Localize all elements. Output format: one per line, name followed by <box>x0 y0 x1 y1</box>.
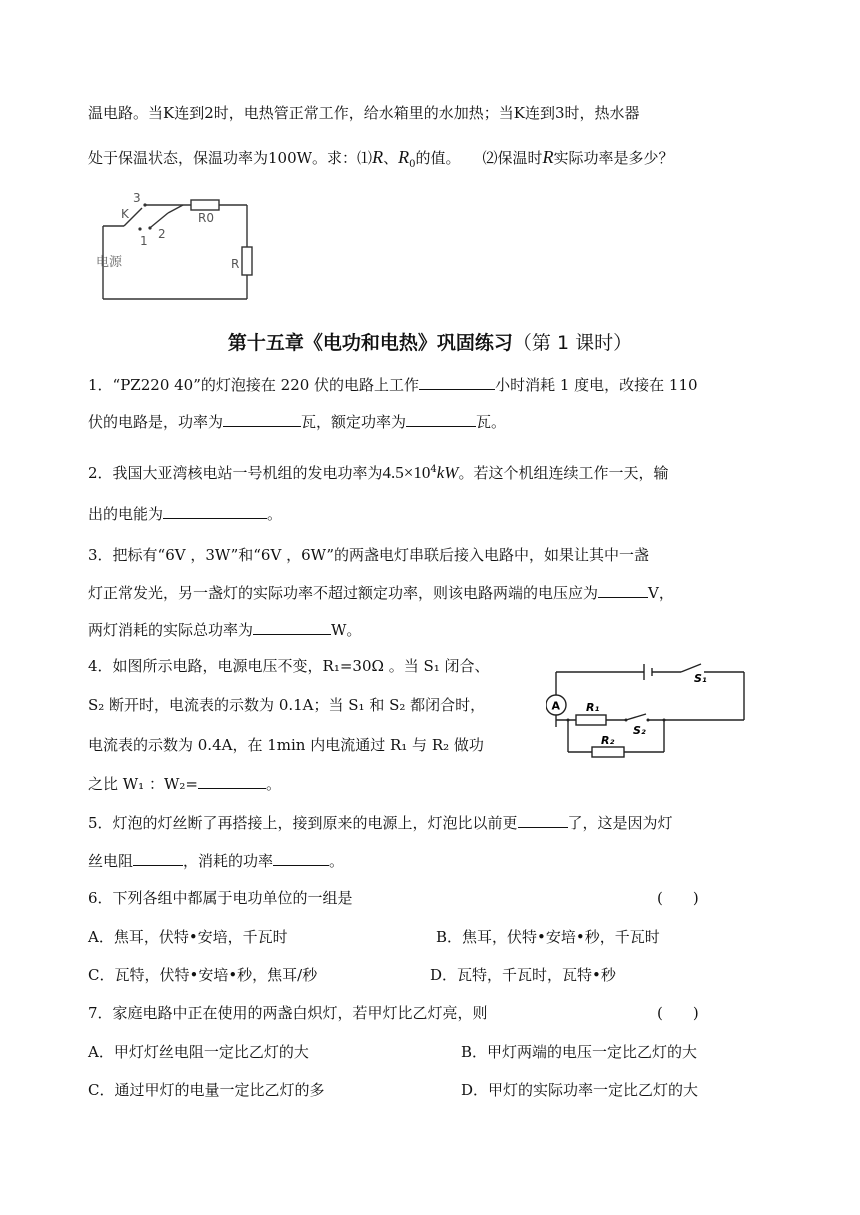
q6-option-a: A．焦耳，伏特•安培，千瓦时 <box>88 928 288 946</box>
label-r0: R0 <box>198 211 214 225</box>
q1-line-2: 伏的电路是，功率为 瓦，额定功率为 瓦。 <box>88 413 507 431</box>
q2-line-2: 出的电能为 。 <box>88 505 283 523</box>
label-s2: S₂ <box>633 724 646 737</box>
label-s1: S₁ <box>694 672 707 685</box>
q7-option-a: A．甲灯灯丝电阻一定比乙灯的大 <box>88 1043 309 1061</box>
q6-option-d: D．瓦特，千瓦时，瓦特•秒 <box>430 966 616 984</box>
q5-line-2: 丝电阻 ，消耗的功率 。 <box>88 852 345 870</box>
q3-line-2: 灯正常发光，另一盏灯的实际功率不超过额定功率，则该电路两端的电压应为 V， <box>88 584 674 602</box>
label-3: 3 <box>133 191 141 205</box>
prev-problem-line-2: 处于保温状态，保温功率为100W。求：⑴R、$R_0$的值。 ⑵保温时R实际功率是多少？ <box>88 147 674 170</box>
q7-stem: 7．家庭电路中正在使用的两盏白炽灯，若甲灯比乙灯亮，则 <box>88 1004 488 1022</box>
prev-problem-line-1: 温电路。当K连到2时，电热管正常工作，给水箱里的水加热；当K连到3时，热水器 <box>88 104 640 122</box>
q3-line-1: 3．把标有“6V ，3W”和“6V ，6W”的两盏电灯串联后接入电路中，如果让其中一盏 <box>88 546 649 564</box>
symbol-r0: R <box>398 147 410 167</box>
q7-option-b: B．甲灯两端的电压一定比乙灯的大 <box>461 1043 698 1061</box>
label-power-source: 电源 <box>96 255 123 270</box>
label-r1: R₁ <box>586 701 600 714</box>
label-r2: R₂ <box>601 734 615 747</box>
q5-line-1: 5．灯泡的灯丝断了再搭接上，接到原来的电源上，灯泡比以前更 了，这是因为灯 <box>88 814 673 832</box>
q7-option-c: C．通过甲灯的电量一定比乙灯的多 <box>88 1081 325 1099</box>
q4-line-2: S₂ 断开时，电流表的示数为 0.1A；当 S₁ 和 S₂ 都闭合时， <box>88 696 486 714</box>
q4-line-1: 4．如图所示电路，电源电压不变，R₁=30Ω 。当 S₁ 闭合、 <box>88 657 490 675</box>
q4-line-3: 电流表的示数为 0.4A，在 1min 内电流通过 R₁ 与 R₂ 做功 <box>88 736 484 754</box>
label-2: 2 <box>158 227 166 241</box>
label-ammeter-a: A <box>551 699 561 713</box>
q7-option-d: D．甲灯的实际功率一定比乙灯的大 <box>461 1081 699 1099</box>
q1-line-1: 1．“PZ220 40”的灯泡接在 220 伏的电路上工作 小时消耗 1 度电，改接在 110 <box>88 376 698 394</box>
q2-line-1: 2．我国大亚湾核电站一号机组的发电功率为$4.5\times 10^4kW$。若这个机组连续工作一天，输 <box>88 463 669 482</box>
heater-circuit-diagram <box>88 188 263 306</box>
label-1: 1 <box>140 234 148 248</box>
q6-option-c: C．瓦特，伏特•安培•秒，焦耳/秒 <box>88 966 318 984</box>
q6-stem: 6．下列各组中都属于电功单位的一组是 <box>88 889 353 907</box>
symbol-r: R <box>372 147 384 167</box>
label-k: K <box>121 207 129 221</box>
q6-option-b: B．焦耳，伏特•安培•秒，千瓦时 <box>436 928 660 946</box>
q7-answer-paren: ( ) <box>657 1004 699 1022</box>
section-title: 第十五章《电功和电热》巩固练习（第 1 课时） <box>227 332 633 354</box>
q6-answer-paren: ( ) <box>657 889 699 907</box>
label-r: R <box>231 257 240 271</box>
q3-line-3: 两灯消耗的实际总功率为 W。 <box>88 621 362 639</box>
q4-line-4: 之比 W₁ ：W₂= 。 <box>88 775 281 793</box>
ammeter-circuit-diagram <box>546 658 751 766</box>
